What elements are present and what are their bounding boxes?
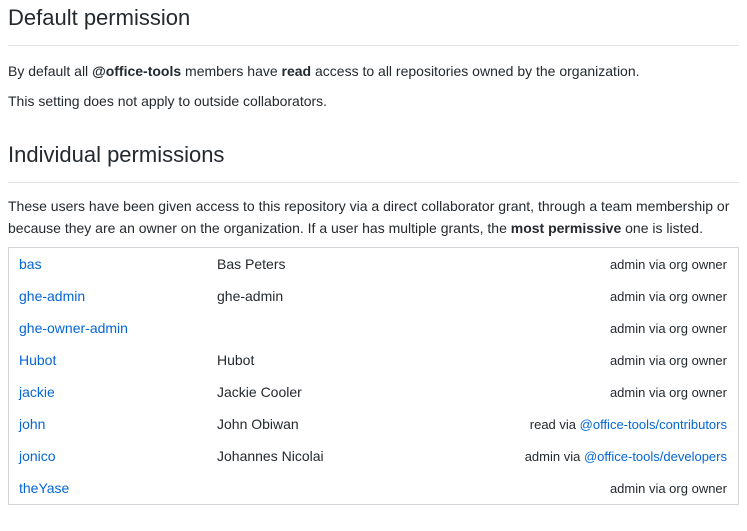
table-row [9, 280, 738, 312]
user-login-link[interactable]: jonico [19, 448, 56, 464]
individual-permissions-heading: Individual permissions [8, 140, 739, 183]
permission-text: read via [529, 416, 580, 432]
table-row [9, 376, 738, 408]
user-login-link[interactable]: theYase [19, 480, 70, 496]
default-permission-description [8, 60, 739, 82]
default-permission-level: read [281, 63, 312, 79]
permission-text: admin via org owner [609, 320, 727, 336]
permission-text: admin via [524, 448, 584, 464]
org-name: @office-tools [92, 63, 182, 79]
user-full-name: Johannes Nicolai [217, 448, 324, 464]
individual-desc-prefix: These users have been given access to this repository via a direct collaborator grant, through a team membership or because they are an owner on the organization. If a user has multiple grants, the [8, 198, 730, 236]
user-login-link[interactable]: john [19, 416, 46, 432]
outside-collaborators-note: This setting does not apply to outside collaborators. [8, 93, 328, 109]
table-row [9, 472, 738, 504]
team-link[interactable]: @office-tools/developers [583, 448, 727, 464]
user-permissions-table [8, 247, 739, 505]
default-desc-prefix: By default all [8, 63, 93, 79]
table-row [9, 408, 738, 440]
table-row [9, 312, 738, 344]
individual-permissions-description [8, 195, 739, 239]
permissions-page [8, 0, 739, 505]
user-full-name: Bas Peters [217, 256, 286, 272]
permission-text: admin via org owner [609, 288, 727, 304]
default-desc-suffix: access to all repositories owned by the organization. [311, 63, 640, 79]
default-desc-mid: members have [181, 63, 282, 79]
permission-text: admin via org owner [609, 352, 727, 368]
team-link[interactable]: @office-tools/contributors [579, 416, 727, 432]
user-login-link[interactable]: Hubot [19, 352, 57, 368]
default-permission-heading: Default permission [8, 0, 739, 46]
user-full-name: ghe-admin [217, 288, 284, 304]
table-row [9, 248, 738, 280]
user-login-link[interactable]: jackie [19, 384, 55, 400]
user-full-name: Jackie Cooler [217, 384, 302, 400]
permission-text: admin via org owner [609, 480, 727, 496]
user-full-name: John Obiwan [217, 416, 299, 432]
table-row [9, 344, 738, 376]
user-login-link[interactable]: bas [19, 256, 42, 272]
user-permissions-rows [9, 248, 738, 504]
user-full-name: Hubot [217, 352, 255, 368]
individual-desc-suffix: one is listed. [621, 220, 703, 236]
most-permissive-label: most permissive [510, 220, 622, 236]
user-login-link[interactable]: ghe-admin [19, 288, 86, 304]
permission-text: admin via org owner [609, 384, 727, 400]
user-login-link[interactable]: ghe-owner-admin [19, 320, 128, 336]
table-row [9, 440, 738, 472]
permission-text: admin via org owner [609, 256, 727, 272]
